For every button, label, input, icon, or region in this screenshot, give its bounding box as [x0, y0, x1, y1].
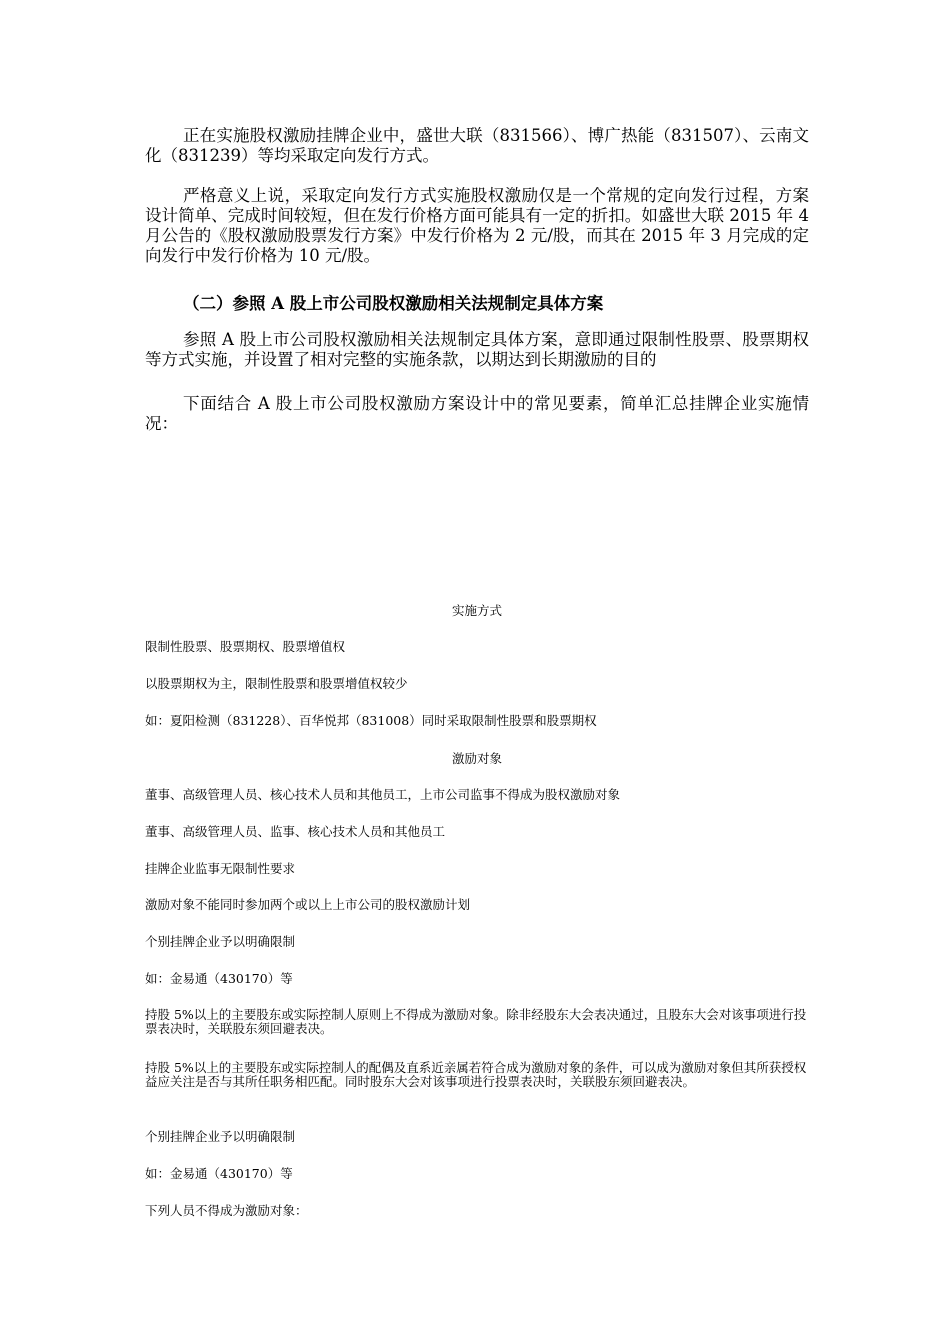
table-cell-text: 以股票期权为主，限制性股票和股票增值权较少: [145, 676, 408, 691]
table-cell-text: 下列人员不得成为激励对象：: [145, 1203, 308, 1218]
table-cell-text: 个别挂牌企业予以明确限制: [145, 934, 296, 949]
table-cell-text: 如：金易通（430170）等: [145, 1166, 293, 1181]
table-header-incentive-targets: 激励对象: [451, 751, 502, 766]
table-cell-text: 激励对象不能同时参加两个或以上上市公司的股权激励计划: [145, 897, 471, 912]
table-cell-text: 持股 5%以上的主要股东或实际控制人原则上不得成为激励对象。除非经股东大会表决通过，且股东大会对该事项进行投票表决时，关联股东须回避表决。: [145, 1007, 807, 1036]
section-heading: （二）参照 A 股上市公司股权激励相关法规制定具体方案: [183, 294, 604, 313]
table-cell-text: 限制性股票、股票期权、股票增值权: [145, 639, 346, 654]
paragraph-summary-intro: 下面结合 A 股上市公司股权激励方案设计中的常见要素，简单汇总挂牌企业实施情况：: [145, 394, 809, 433]
table-header-implementation-method: 实施方式: [451, 603, 502, 618]
table-cell-text: 持股 5%以上的主要股东或实际控制人的配偶及直系近亲属若符合成为激励对象的条件，可以成为激励对象但其所获授权益应关注是否与其所任职务相匹配。同时股东大会对该事项进行投票表决时，关联股东须回避表决。: [145, 1060, 807, 1089]
paragraph-strict-sense-explanation: 严格意义上说，采取定向发行方式实施股权激励仅是一个常规的定向发行过程，方案设计简单、完成时间较短，但在发行价格方面可能具有一定的折扣。如盛世大联 2015 年 4 月公告的《股权激励股票发行方案》中发行价格为 2 元/股，而其在 2015 年 3 月完成的定向发行中发行价格为 10 元/股。: [145, 186, 809, 265]
paragraph-a-share-reference: 参照 A 股上市公司股权激励相关法规制定具体方案，意即通过限制性股票、股票期权等方式实施，并设置了相对完整的实施条款，以期达到长期激励的目的: [145, 330, 809, 369]
table-cell-text: 挂牌企业监事无限制性要求: [145, 861, 296, 876]
paragraph-directional-issuance-examples: 正在实施股权激励挂牌企业中，盛世大联（831566）、博广热能（831507）、云南文化（831239）等均采取定向发行方式。: [145, 126, 809, 165]
table-cell-text: 个别挂牌企业予以明确限制: [145, 1129, 296, 1144]
table-cell-text: 如：金易通（430170）等: [145, 971, 293, 986]
table-cell-text: 董事、高级管理人员、核心技术人员和其他员工，上市公司监事不得成为股权激励对象: [145, 787, 621, 802]
table-cell-text: 董事、高级管理人员、监事、核心技术人员和其他员工: [145, 824, 446, 839]
table-cell-text: 如：夏阳检测（831228）、百华悦邦（831008）同时采取限制性股票和股票期权: [145, 713, 597, 728]
